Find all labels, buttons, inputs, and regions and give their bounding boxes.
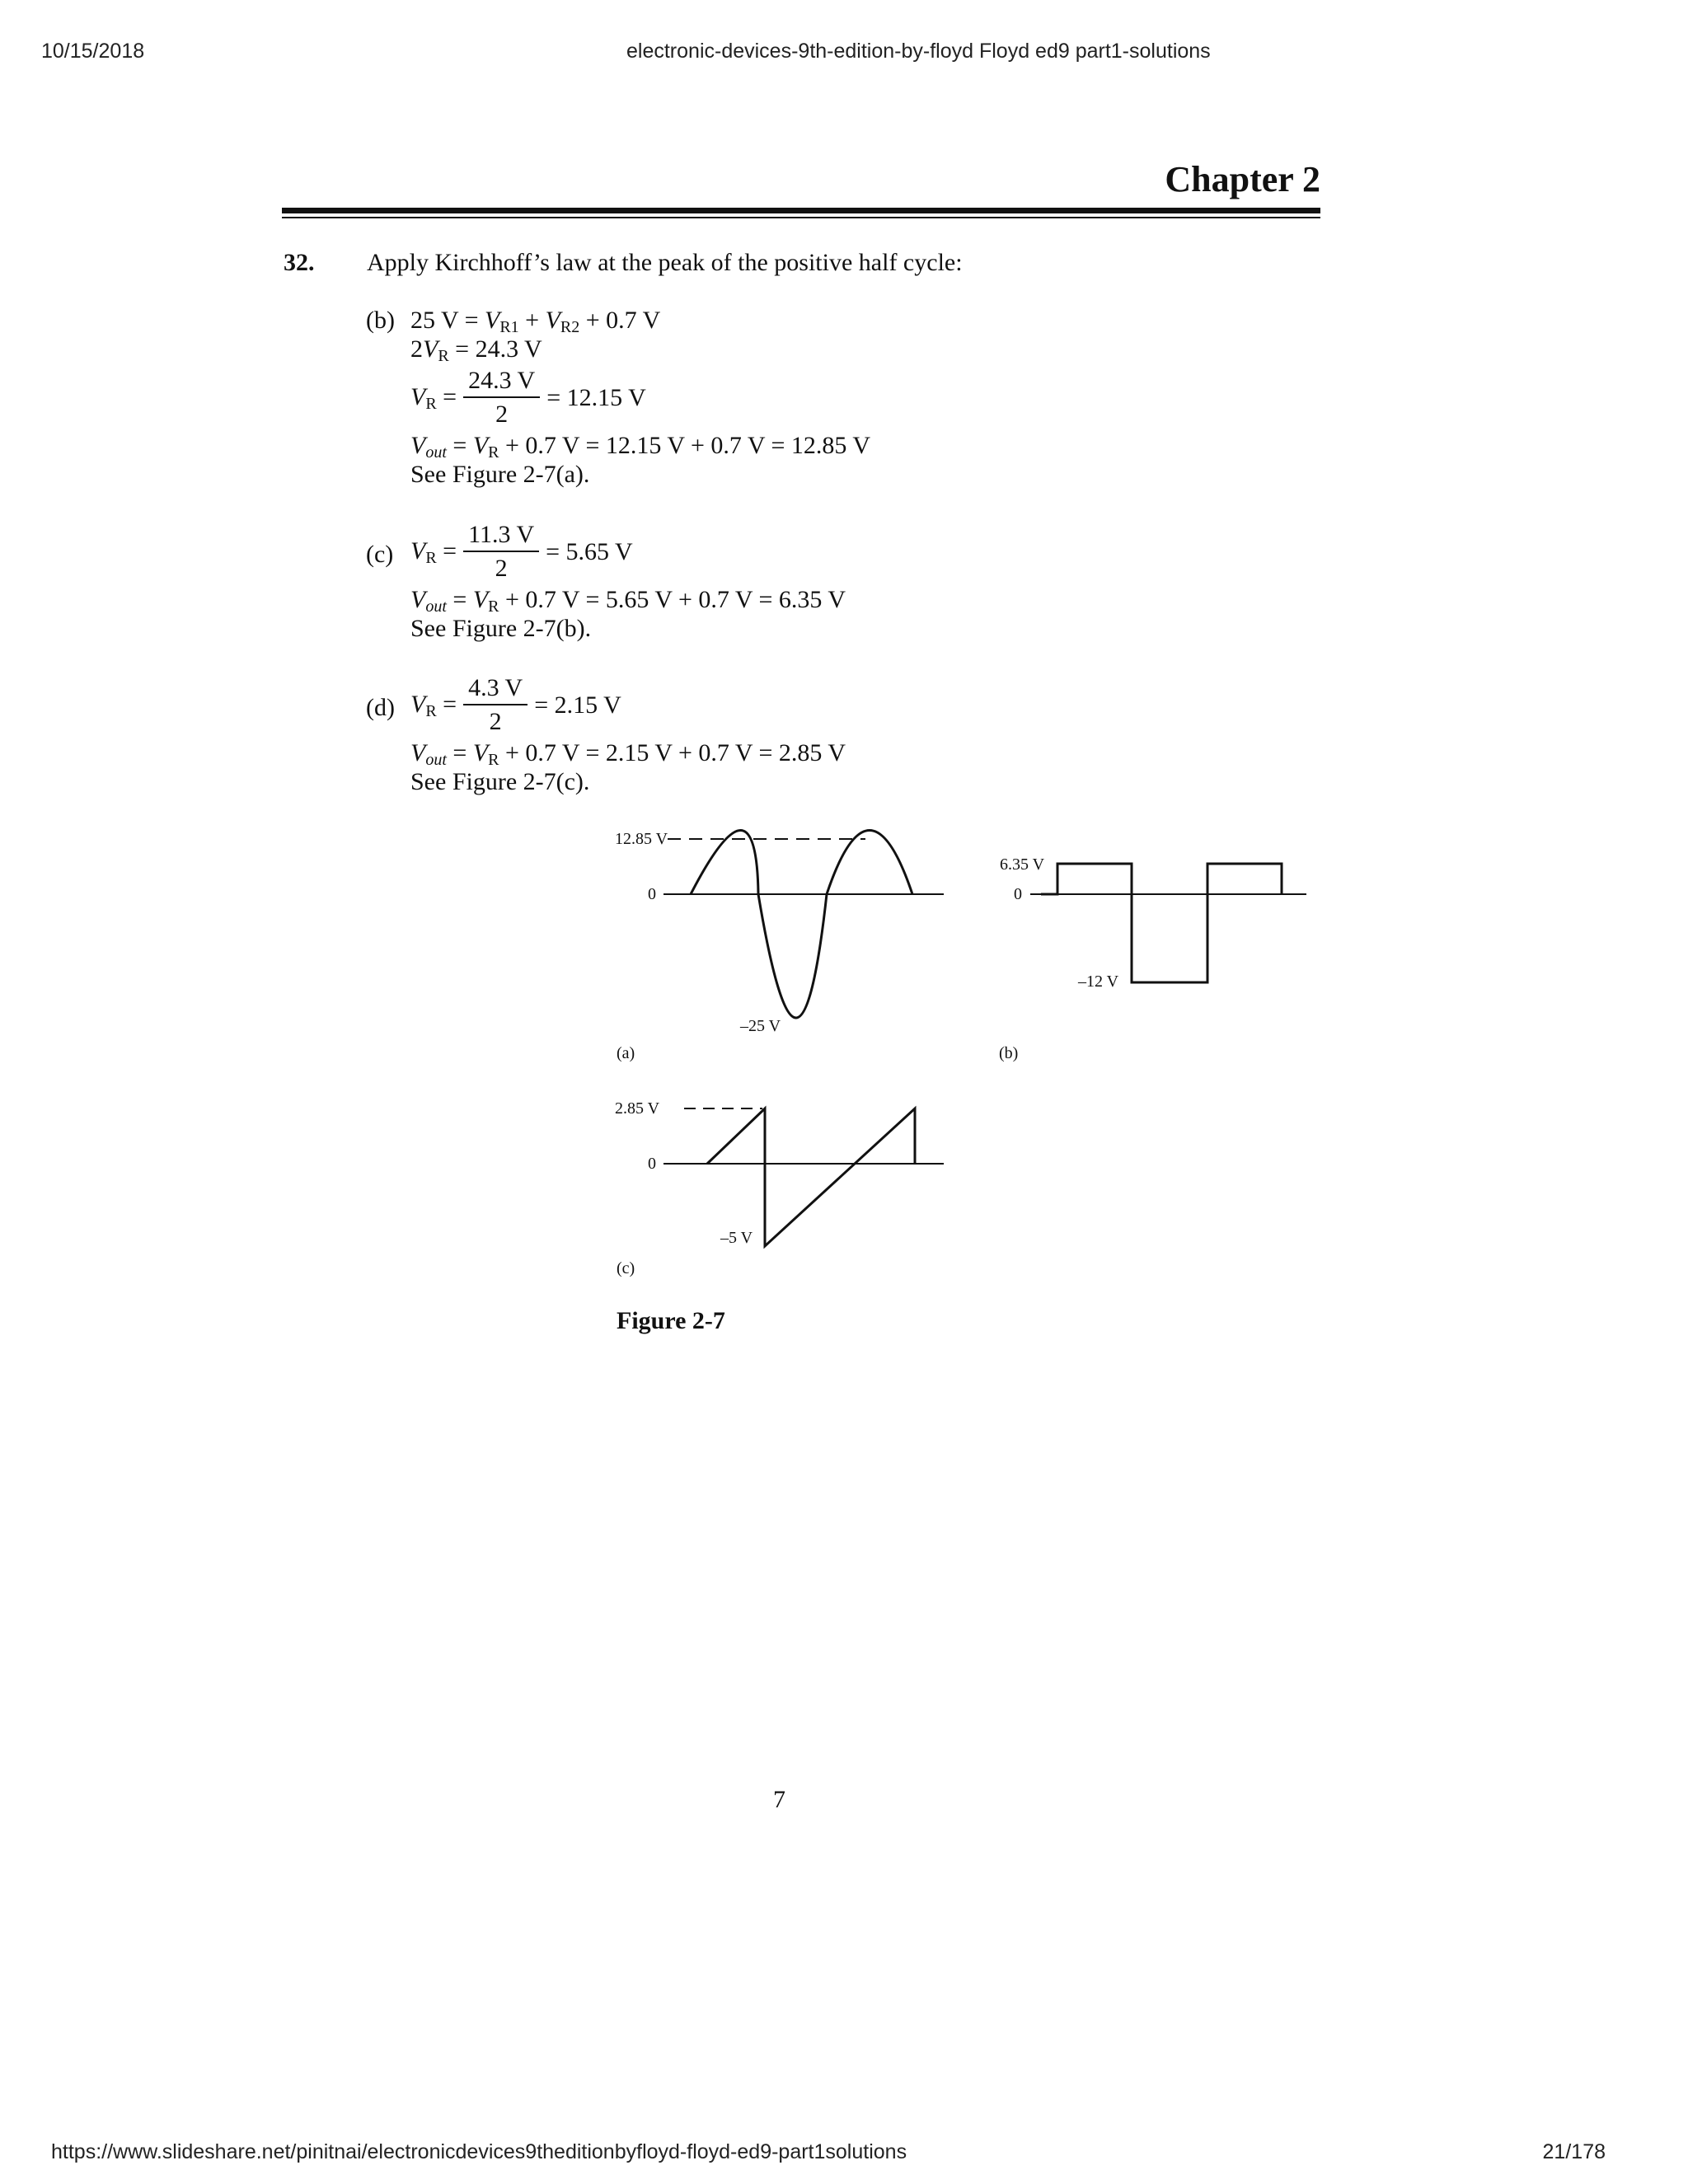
waveform-trace [691,831,912,1019]
c-neg-label: –5 V [720,1229,753,1247]
part-b-eq1: 25 $V = V_{R1} + V_{R2} + 0.7$ V [410,307,661,336]
fraction: $\frac{4.3 V}{2}$ [463,674,528,737]
a-neg-label: –25 V [740,1017,781,1035]
part-b-see: See Figure 2-7(a). [410,461,590,488]
part-d-see: See Figure 2-7(c). [410,768,590,795]
print-page-counter: 21/178 [1542,2140,1606,2163]
c-zero-label: 0 [648,1155,656,1173]
part-d-eq1: $V_R$ = $\frac{4.3 V}{2}$ = 2.15 V [410,674,621,735]
waveform-b [1030,864,1306,982]
part-c-label: (c) [366,541,394,568]
chapter-heading: Chapter 2 [1165,159,1320,199]
a-zero-label: 0 [648,885,656,903]
figure-caption: Figure 2-7 [617,1307,725,1334]
b-zero-label: 0 [1014,885,1022,903]
waveform-trace [1041,864,1282,982]
b-peak-label: 6.35 V [1000,855,1045,874]
part-b-eq3: $V_R$ = $\frac{24.3 V}{2}$ = 12.15 V [410,367,646,428]
part-d-label: (d) [366,694,395,721]
waveform-trace [707,1108,915,1246]
part-b-label: (b) [366,307,395,334]
fraction: $\frac{11.3 V}{2}$ [463,521,539,583]
part-b-eq4: $V_{out} = V_R + 0.7$ V = 12.15 V + 0.7 V = 12.85 V [410,432,871,462]
print-url: https://www.slideshare.net/pinitnai/electronicdevices9theditionbyfloyd-floyd-ed9-part1solutions [51,2140,907,2163]
waveform-a [663,831,944,1019]
problem-statement: Apply Kirchhoff’s law at the peak of the positive half cycle: [367,249,963,276]
b-label: (b) [999,1044,1019,1062]
problem-number: 32. [284,249,315,276]
c-label: (c) [617,1259,635,1277]
a-label: (a) [617,1044,635,1062]
part-d-eq2: $V_{out} = V_R + 0.7$ V = 2.15 V + 0.7 V = 2.85 V [410,739,846,769]
print-date: 10/15/2018 [41,40,145,63]
part-c-eq2: $V_{out} = V_R + 0.7$ V = 5.65 V + 0.7 V = 6.35 V [410,586,846,616]
page-number: 7 [773,1786,785,1813]
waveform-c [663,1108,944,1246]
b-neg-label: –12 V [1078,972,1119,991]
c-peak-label: 2.85 V [615,1099,660,1118]
part-c-eq1: $V_R$ = $\frac{11.3 V}{2}$ = 5.65 V [410,521,633,582]
part-b-eq2: $2V_R = 24.3$ V [410,335,542,365]
part-c-see: See Figure 2-7(b). [410,615,592,642]
fraction: $\frac{24.3 V}{2}$ [463,367,540,429]
a-peak-label: 12.85 V [615,830,668,848]
print-title: electronic-devices-9th-edition-by-floyd Floyd ed9 part1-solutions [626,40,1211,63]
